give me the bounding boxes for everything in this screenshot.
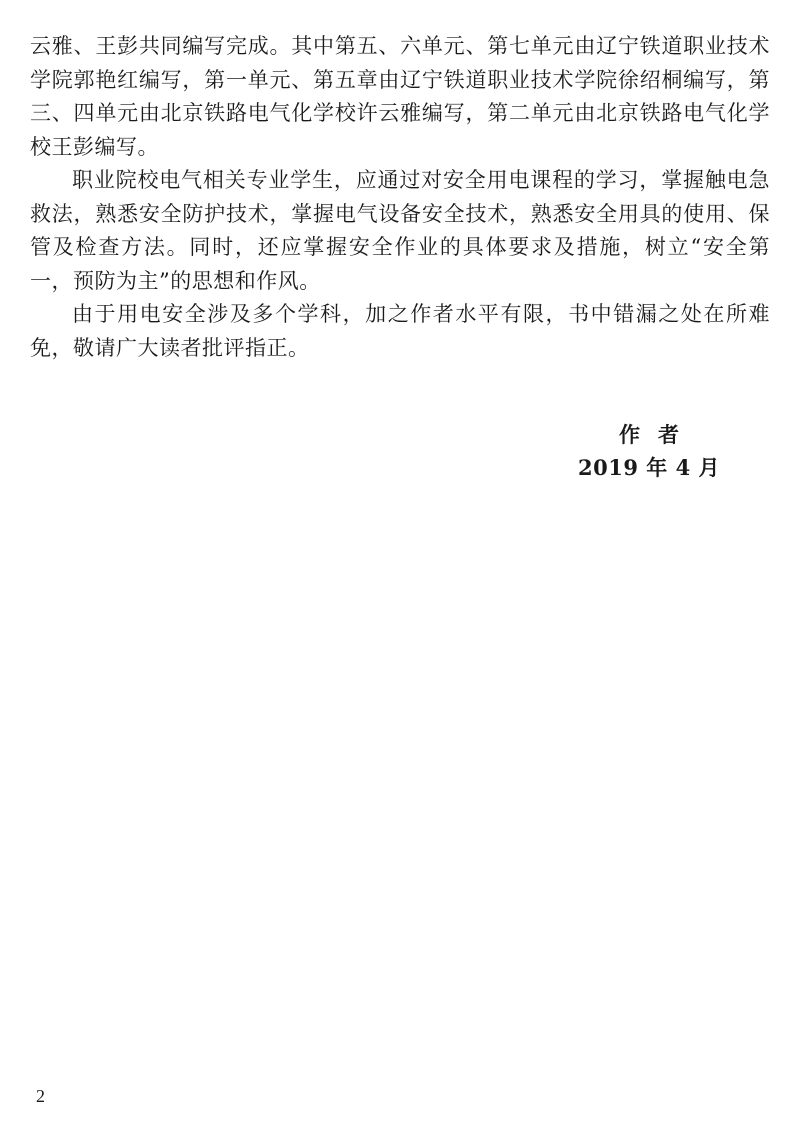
page-number: 2 [36, 1086, 45, 1106]
paragraph-learning-goals: 职业院校电气相关专业学生，应通过对安全用电课程的学习，掌握触电急救法，熟悉安全防护技术，掌握电气设备安全技术，熟悉安全用具的使用、保管及检查方法。同时，还应掌握安全作业的具体要求及措施，树立“安全第一，预防为主”的思想和作风。 [30, 168, 770, 293]
preface-body [30, 30, 770, 365]
paragraph-apology: 由于用电安全涉及多个学科，加之作者水平有限，书中错漏之处在所难免，敬请广大读者批评指正。 [30, 302, 770, 360]
signature-author: 作者 [619, 422, 697, 447]
paragraph-authors: 云雅、王彭共同编写完成。其中第五、六单元、第七单元由辽宁铁道职业技术学院郭艳红编写，第一单元、第五章由辽宁铁道职业技术学院徐绍桐编写，第三、四单元由北京铁路电气化学校许云雅编写，第二单元由北京铁路电气化学校王彭编写。 [30, 34, 770, 159]
signature-block [578, 418, 720, 484]
signature-date: 2019 年 4 月 [578, 455, 720, 480]
